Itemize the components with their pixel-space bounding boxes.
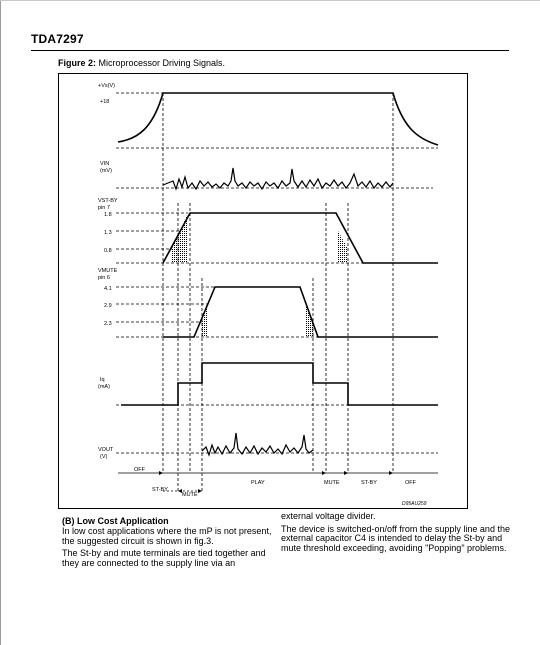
vstby-tick: 0.8: [104, 248, 112, 254]
vin-waveform: [163, 168, 393, 189]
iq-unit: (mA): [98, 384, 110, 390]
page-edge: [0, 0, 1, 645]
paragraph: The device is switched-on/off from the supply line and the external capacitor C4 is intended to delay the St-by and mute threshold exceeding, avoiding "Popping" problems.: [281, 523, 510, 553]
vstby-waveform: [163, 213, 438, 263]
phase-label-mute-lower: MUTE: [182, 492, 198, 498]
vstby-tick: 1.3: [104, 230, 112, 236]
vmute-tick: 2.3: [104, 321, 112, 327]
figure-caption-text: Microprocessor Driving Signals.: [96, 58, 226, 68]
vout-label: VOUT: [98, 447, 114, 453]
iq-label: Iq: [100, 377, 105, 383]
vmute-tick: 4.1: [104, 286, 112, 292]
phase-label-play: PLAY: [251, 480, 265, 486]
figure-code: D95AU259: [402, 501, 427, 507]
vs-waveform: [118, 93, 438, 145]
arrow-head: [389, 471, 393, 475]
left-column: [62, 527, 274, 571]
iq-waveform: [121, 363, 438, 405]
figure-caption-label: Figure 2:: [58, 58, 97, 68]
arrow-head: [159, 471, 163, 475]
phase-arrows: [159, 471, 393, 493]
timing-diagram: [58, 73, 468, 509]
phase-label-stby-lower: ST-BY: [152, 487, 168, 493]
arrow-head: [322, 471, 326, 475]
vstby-label: VST-BY: [98, 198, 118, 204]
vmute-tick: 2.9: [104, 303, 112, 309]
arrow-head: [344, 471, 348, 475]
vs-label: +Vs(V): [98, 83, 115, 89]
right-column: [281, 512, 511, 556]
vin-unit: (mV): [100, 168, 112, 174]
vout-unit: (V): [100, 454, 108, 460]
vstby-pin: pin 7: [98, 205, 110, 211]
paragraph: The St-by and mute terminals are tied together and they are connected to the supply line via an: [62, 548, 266, 568]
page-edge-top: [0, 0, 540, 1]
phase-label-stby: ST-BY: [361, 480, 377, 486]
vstby-tick: 1.8: [104, 212, 112, 218]
vstby-ramp-down-shade: [338, 231, 348, 263]
vout-waveform: [202, 433, 313, 455]
vs-tick: +18: [100, 99, 110, 105]
header-rule: [31, 50, 509, 51]
vmute-label: VMUTE: [98, 268, 118, 274]
phase-label-mute: MUTE: [324, 480, 340, 486]
vmute-pin: pin 6: [98, 275, 110, 281]
tick-guides: [116, 93, 215, 322]
phase-label-off: OFF: [134, 467, 145, 473]
section-heading: (B) Low Cost Application: [62, 516, 169, 526]
figure-caption: [58, 58, 225, 68]
phase-label-off-end: OFF: [405, 480, 416, 486]
arrow-head: [198, 489, 202, 493]
phase-marker-lines: [163, 93, 393, 491]
vin-label: VIN: [100, 161, 110, 167]
paragraph: In low cost applications where the mP is not present, the suggested circuit is shown in fig.3.: [62, 526, 272, 546]
document-title: TDA7297: [31, 32, 84, 46]
paragraph: external voltage divider.: [281, 511, 376, 521]
signal-baselines: [116, 148, 438, 453]
